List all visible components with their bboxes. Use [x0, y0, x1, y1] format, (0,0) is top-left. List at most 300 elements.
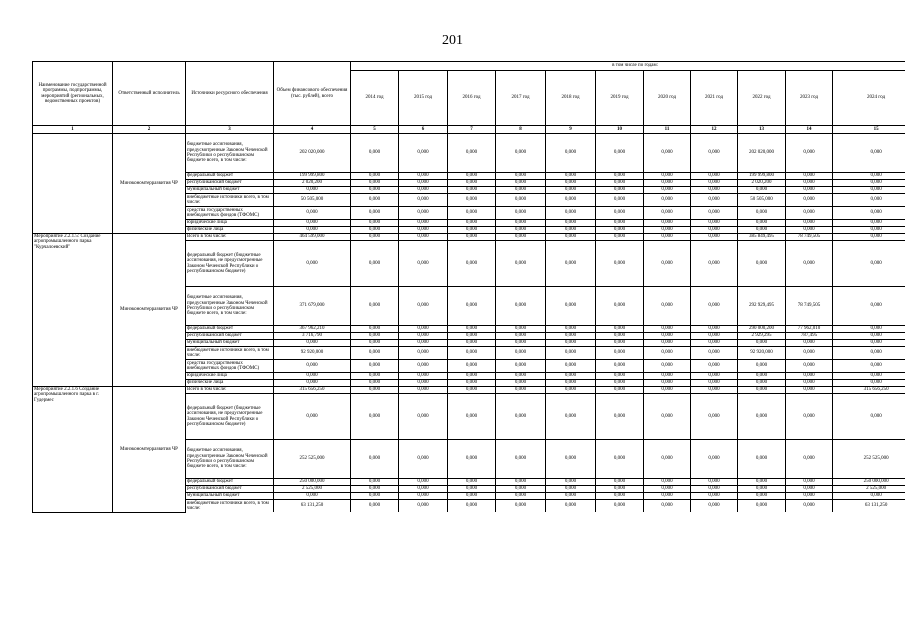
- year-value-cell: 0,000: [351, 347, 399, 360]
- total-cell: 0,000: [274, 373, 351, 380]
- year-value-cell: 0,000: [399, 207, 448, 220]
- column-number: 13: [738, 126, 786, 134]
- year-value-cell: 0,000: [399, 440, 448, 479]
- year-value-cell: 0,000: [596, 220, 644, 227]
- header-year: 2020 год: [644, 71, 691, 126]
- year-value-cell: 0,000: [786, 347, 833, 360]
- year-value-cell: 0,000: [738, 340, 786, 347]
- year-value-cell: 0,000: [448, 173, 496, 180]
- year-value-cell: 0,000: [786, 227, 833, 234]
- year-value-cell: 0,000: [644, 287, 691, 326]
- year-value-cell: 0,000: [546, 187, 596, 194]
- column-number: 3: [186, 126, 274, 134]
- year-value-cell: 0,000: [691, 234, 738, 241]
- source-cell: внебюджетные источники всего, в том числе:: [186, 347, 274, 360]
- year-value-cell: 0,000: [596, 380, 644, 387]
- year-value-cell: 0,000: [596, 500, 644, 513]
- year-value-cell: 0,000: [786, 340, 833, 347]
- year-value-cell: 0,000: [399, 340, 448, 347]
- column-number: 15: [833, 126, 905, 134]
- year-value-cell: 0,000: [786, 194, 833, 207]
- year-value-cell: 0,000: [496, 333, 546, 340]
- year-value-cell: 0,000: [596, 134, 644, 173]
- year-value-cell: 0,000: [738, 227, 786, 234]
- year-value-cell: 0,000: [448, 380, 496, 387]
- year-value-cell: 0,000: [496, 479, 546, 486]
- year-value-cell: 0,000: [496, 227, 546, 234]
- year-value-cell: 0,000: [644, 347, 691, 360]
- year-value-cell: 0,000: [596, 326, 644, 333]
- budget-table: [32, 61, 905, 513]
- year-value-cell: 0,000: [786, 440, 833, 479]
- year-value-cell: 0,000: [738, 493, 786, 500]
- year-value-cell: 0,000: [691, 187, 738, 194]
- header-year: 2023 год: [786, 71, 833, 126]
- year-value-cell: 0,000: [691, 241, 738, 287]
- year-value-cell: 0,000: [351, 220, 399, 227]
- total-cell: 0,000: [274, 227, 351, 234]
- year-value-cell: 0,000: [691, 360, 738, 373]
- year-value-cell: 0,000: [833, 187, 905, 194]
- header-year: 2022 год: [738, 71, 786, 126]
- year-value-cell: 315 656,250: [833, 387, 905, 394]
- total-cell: 371 679,000: [274, 287, 351, 326]
- year-value-cell: 0,000: [448, 207, 496, 220]
- year-value-cell: 0,000: [691, 347, 738, 360]
- year-value-cell: 0,000: [546, 440, 596, 479]
- year-value-cell: 0,000: [546, 387, 596, 394]
- year-value-cell: 0,000: [399, 486, 448, 493]
- year-value-cell: 0,000: [738, 500, 786, 513]
- total-cell: 367 962,210: [274, 326, 351, 333]
- year-value-cell: 0,000: [833, 347, 905, 360]
- source-cell: юридические лица: [186, 373, 274, 380]
- source-cell: бюджетные ассигнования, предусмотренные Законом Чеченской Республики о республиканском бюджете всего, в том числе:: [186, 134, 274, 173]
- year-value-cell: 0,000: [496, 360, 546, 373]
- year-value-cell: 0,000: [738, 187, 786, 194]
- source-cell: федеральный бюджет: [186, 479, 274, 486]
- source-cell: юридические лица: [186, 220, 274, 227]
- year-value-cell: 0,000: [448, 194, 496, 207]
- year-value-cell: 0,000: [351, 380, 399, 387]
- year-value-cell: 0,000: [691, 440, 738, 479]
- source-cell: федеральный бюджет: [186, 173, 274, 180]
- total-cell: 0,000: [274, 187, 351, 194]
- year-value-cell: 0,000: [596, 333, 644, 340]
- year-value-cell: 290 000,200: [738, 326, 786, 333]
- header-source: Источники ресурсного обеспечения: [186, 62, 274, 126]
- year-value-cell: 78 749,505: [786, 234, 833, 241]
- year-value-cell: 77 962,010: [786, 326, 833, 333]
- year-value-cell: 292 929,495: [738, 287, 786, 326]
- year-value-cell: 0,000: [596, 486, 644, 493]
- header-year: 2018 год: [546, 71, 596, 126]
- year-value-cell: 0,000: [351, 373, 399, 380]
- year-value-cell: 0,000: [644, 493, 691, 500]
- header-year: 2019 год: [596, 71, 644, 126]
- source-cell: муниципальный бюджет: [186, 493, 274, 500]
- year-value-cell: 0,000: [644, 486, 691, 493]
- executor-cell: Минэкономтерразвития ЧР: [113, 134, 186, 234]
- total-cell: 199 999,800: [274, 173, 351, 180]
- year-value-cell: 0,000: [399, 287, 448, 326]
- year-value-cell: 0,000: [644, 173, 691, 180]
- year-value-cell: 0,000: [786, 173, 833, 180]
- year-value-cell: 2 525,000: [833, 486, 905, 493]
- header-year: 2017 год: [496, 71, 546, 126]
- column-number: 7: [448, 126, 496, 134]
- total-cell: 464 599,000: [274, 234, 351, 241]
- year-value-cell: 0,000: [644, 227, 691, 234]
- year-value-cell: 0,000: [738, 373, 786, 380]
- year-value-cell: 0,000: [833, 360, 905, 373]
- year-value-cell: 0,000: [546, 234, 596, 241]
- year-value-cell: 0,000: [351, 134, 399, 173]
- year-value-cell: 0,000: [691, 180, 738, 187]
- year-value-cell: 0,000: [399, 326, 448, 333]
- year-value-cell: 0,000: [448, 326, 496, 333]
- year-value-cell: 0,000: [691, 500, 738, 513]
- year-value-cell: 0,000: [596, 187, 644, 194]
- year-value-cell: 0,000: [546, 287, 596, 326]
- year-value-cell: 0,000: [399, 387, 448, 394]
- year-value-cell: 0,000: [351, 387, 399, 394]
- year-value-cell: 0,000: [691, 340, 738, 347]
- year-value-cell: 0,000: [448, 227, 496, 234]
- year-value-cell: 0,000: [351, 241, 399, 287]
- year-value-cell: 0,000: [691, 479, 738, 486]
- source-cell: федеральный бюджет (бюджетные ассигнования, не предусмотренные Законом Чеченской Республики о республиканском бюджете): [186, 394, 274, 440]
- year-value-cell: 0,000: [546, 360, 596, 373]
- year-value-cell: 0,000: [496, 326, 546, 333]
- year-value-cell: 0,000: [738, 360, 786, 373]
- table-row: [33, 234, 905, 241]
- table-row: [33, 387, 905, 394]
- year-value-cell: 0,000: [596, 173, 644, 180]
- year-value-cell: 50 505,000: [738, 194, 786, 207]
- source-cell: муниципальный бюджет: [186, 187, 274, 194]
- total-cell: 0,000: [274, 241, 351, 287]
- year-value-cell: 0,000: [786, 241, 833, 287]
- source-cell: республиканский бюджет: [186, 333, 274, 340]
- year-value-cell: 0,000: [833, 234, 905, 241]
- year-value-cell: 0,000: [546, 134, 596, 173]
- year-value-cell: 0,000: [644, 387, 691, 394]
- year-value-cell: 385 849,495: [738, 234, 786, 241]
- year-value-cell: 0,000: [786, 180, 833, 187]
- total-cell: 0,000: [274, 340, 351, 347]
- year-value-cell: 0,000: [596, 493, 644, 500]
- year-value-cell: 0,000: [399, 194, 448, 207]
- total-cell: 92 920,000: [274, 347, 351, 360]
- year-value-cell: 0,000: [496, 500, 546, 513]
- year-value-cell: 0,000: [596, 180, 644, 187]
- total-cell: 0,000: [274, 207, 351, 220]
- column-number: 9: [546, 126, 596, 134]
- header-year: 2021 год: [691, 71, 738, 126]
- year-value-cell: 0,000: [596, 340, 644, 347]
- year-value-cell: 0,000: [786, 134, 833, 173]
- year-value-cell: 0,000: [738, 387, 786, 394]
- year-value-cell: 0,000: [644, 479, 691, 486]
- source-cell: средства государственных внебюджетных фондов (ТФОМС): [186, 360, 274, 373]
- year-value-cell: 0,000: [399, 187, 448, 194]
- column-number: 2: [113, 126, 186, 134]
- year-value-cell: 0,000: [644, 340, 691, 347]
- year-value-cell: 0,000: [546, 394, 596, 440]
- year-value-cell: 0,000: [351, 440, 399, 479]
- year-value-cell: 0,000: [833, 333, 905, 340]
- year-value-cell: 0,000: [644, 373, 691, 380]
- source-cell: бюджетные ассигнования, предусмотренные Законом Чеченской Республики о республиканском бюджете всего, в том числе:: [186, 287, 274, 326]
- year-value-cell: 0,000: [596, 440, 644, 479]
- year-value-cell: 0,000: [496, 241, 546, 287]
- total-cell: 50 505,000: [274, 194, 351, 207]
- year-value-cell: 0,000: [833, 287, 905, 326]
- year-value-cell: 0,000: [691, 380, 738, 387]
- year-value-cell: 0,000: [833, 173, 905, 180]
- year-value-cell: 0,000: [351, 340, 399, 347]
- year-value-cell: 0,000: [448, 234, 496, 241]
- year-value-cell: 0,000: [644, 187, 691, 194]
- year-value-cell: 0,000: [644, 440, 691, 479]
- year-value-cell: 0,000: [833, 373, 905, 380]
- year-value-cell: 0,000: [644, 220, 691, 227]
- year-value-cell: 0,000: [644, 241, 691, 287]
- year-value-cell: 0,000: [786, 207, 833, 220]
- year-value-cell: 0,000: [596, 227, 644, 234]
- year-value-cell: 0,000: [691, 373, 738, 380]
- year-value-cell: 0,000: [399, 220, 448, 227]
- executor-cell: Минэкономтерразвития ЧР: [113, 234, 186, 387]
- year-value-cell: 0,000: [786, 187, 833, 194]
- year-value-cell: 0,000: [351, 493, 399, 500]
- year-value-cell: 0,000: [833, 380, 905, 387]
- year-value-cell: 0,000: [448, 134, 496, 173]
- activity-name: Мероприятие 2.2.1.6 Создание агропромышленного парка в г. Гудермес: [33, 387, 113, 513]
- year-value-cell: 0,000: [496, 220, 546, 227]
- year-value-cell: 0,000: [351, 326, 399, 333]
- year-value-cell: 0,000: [691, 207, 738, 220]
- total-cell: 202 020,000: [274, 134, 351, 173]
- year-value-cell: 78 749,505: [786, 287, 833, 326]
- year-value-cell: 0,000: [496, 486, 546, 493]
- year-value-cell: 0,000: [496, 340, 546, 347]
- year-value-cell: 0,000: [546, 380, 596, 387]
- year-value-cell: 0,000: [596, 347, 644, 360]
- year-value-cell: 0,000: [833, 227, 905, 234]
- year-value-cell: 0,000: [448, 493, 496, 500]
- year-value-cell: 0,000: [399, 479, 448, 486]
- executor-cell: Минэкономтерразвития ЧР: [113, 387, 186, 513]
- year-value-cell: 0,000: [399, 347, 448, 360]
- year-value-cell: 0,000: [448, 486, 496, 493]
- year-value-cell: 0,000: [399, 227, 448, 234]
- total-cell: 0,000: [274, 380, 351, 387]
- year-value-cell: 0,000: [786, 500, 833, 513]
- year-value-cell: 0,000: [448, 287, 496, 326]
- year-value-cell: 0,000: [596, 194, 644, 207]
- year-value-cell: 0,000: [691, 326, 738, 333]
- year-value-cell: 0,000: [351, 486, 399, 493]
- header-row-top: [33, 62, 905, 71]
- year-value-cell: 0,000: [644, 500, 691, 513]
- year-value-cell: 250 000,000: [833, 479, 905, 486]
- activity-name: [33, 134, 113, 234]
- year-value-cell: 0,000: [448, 180, 496, 187]
- year-value-cell: 0,000: [691, 227, 738, 234]
- header-executor: Ответственный исполнитель: [113, 62, 186, 126]
- source-cell: внебюджетные источники всего, в том числе:: [186, 500, 274, 513]
- year-value-cell: 0,000: [399, 493, 448, 500]
- year-value-cell: 0,000: [496, 493, 546, 500]
- year-value-cell: 0,000: [546, 194, 596, 207]
- year-value-cell: 0,000: [351, 187, 399, 194]
- year-value-cell: 0,000: [496, 394, 546, 440]
- year-value-cell: 0,000: [738, 440, 786, 479]
- year-value-cell: 252 525,000: [833, 440, 905, 479]
- year-value-cell: 0,000: [546, 500, 596, 513]
- year-value-cell: 0,000: [448, 387, 496, 394]
- year-value-cell: 0,000: [596, 207, 644, 220]
- year-value-cell: 0,000: [738, 207, 786, 220]
- column-number: 11: [644, 126, 691, 134]
- year-value-cell: 0,000: [644, 134, 691, 173]
- source-cell: физические лица: [186, 227, 274, 234]
- year-value-cell: 0,000: [399, 173, 448, 180]
- year-value-cell: 0,000: [546, 373, 596, 380]
- year-value-cell: 0,000: [351, 500, 399, 513]
- header-name: Наименование государственной программы, подпрограммы, мероприятий (региональных, ведомственных проектов): [33, 62, 113, 126]
- year-value-cell: 0,000: [448, 340, 496, 347]
- year-value-cell: 0,000: [833, 340, 905, 347]
- source-cell: внебюджетные источники всего, в том числе:: [186, 194, 274, 207]
- year-value-cell: 0,000: [448, 440, 496, 479]
- source-cell: средства государственных внебюджетных фондов (ТФОМС): [186, 207, 274, 220]
- year-value-cell: 0,000: [399, 333, 448, 340]
- year-value-cell: 0,000: [496, 347, 546, 360]
- year-value-cell: 0,000: [546, 326, 596, 333]
- year-value-cell: 0,000: [546, 220, 596, 227]
- year-value-cell: 0,000: [644, 207, 691, 220]
- year-value-cell: 0,000: [496, 194, 546, 207]
- year-value-cell: 0,000: [351, 333, 399, 340]
- year-value-cell: 0,000: [351, 287, 399, 326]
- year-value-cell: 0,000: [786, 479, 833, 486]
- year-value-cell: 0,000: [786, 486, 833, 493]
- year-value-cell: 0,000: [399, 360, 448, 373]
- year-value-cell: 0,000: [833, 180, 905, 187]
- year-value-cell: 0,000: [691, 387, 738, 394]
- year-value-cell: 0,000: [786, 360, 833, 373]
- year-value-cell: 0,000: [833, 493, 905, 500]
- total-cell: 315 656,250: [274, 387, 351, 394]
- year-value-cell: 0,000: [691, 220, 738, 227]
- year-value-cell: 0,000: [546, 486, 596, 493]
- year-value-cell: 0,000: [546, 347, 596, 360]
- total-cell: 3 716,790: [274, 333, 351, 340]
- year-value-cell: 0,000: [448, 220, 496, 227]
- column-number: 4: [274, 126, 351, 134]
- source-cell: Всего в том числе:: [186, 234, 274, 241]
- year-value-cell: 0,000: [738, 486, 786, 493]
- year-value-cell: 0,000: [786, 493, 833, 500]
- year-value-cell: 0,000: [691, 134, 738, 173]
- total-cell: 250 000,000: [274, 479, 351, 486]
- year-value-cell: 0,000: [833, 241, 905, 287]
- source-cell: физические лица: [186, 380, 274, 387]
- year-value-cell: 0,000: [738, 220, 786, 227]
- year-value-cell: 0,000: [833, 220, 905, 227]
- year-value-cell: 0,000: [644, 380, 691, 387]
- activity-name: Мероприятие 2.2.1.5: Создание агропромышленного парка "Курчалоевский": [33, 234, 113, 387]
- year-value-cell: 0,000: [596, 387, 644, 394]
- year-value-cell: 0,000: [399, 180, 448, 187]
- year-value-cell: 0,000: [448, 479, 496, 486]
- year-value-cell: 0,000: [691, 173, 738, 180]
- column-number: 1: [33, 126, 113, 134]
- year-value-cell: 0,000: [496, 207, 546, 220]
- year-value-cell: 0,000: [546, 333, 596, 340]
- year-value-cell: 0,000: [644, 360, 691, 373]
- year-value-cell: 0,000: [546, 479, 596, 486]
- source-cell: Всего в том числе:: [186, 387, 274, 394]
- year-value-cell: 0,000: [691, 333, 738, 340]
- year-value-cell: 0,000: [644, 234, 691, 241]
- header-year: 2015 год: [399, 71, 448, 126]
- year-value-cell: 199 999,800: [738, 173, 786, 180]
- year-value-cell: 63 131,250: [833, 500, 905, 513]
- year-value-cell: 0,000: [448, 360, 496, 373]
- year-value-cell: 0,000: [596, 241, 644, 287]
- year-value-cell: 0,000: [596, 373, 644, 380]
- year-value-cell: 0,000: [448, 394, 496, 440]
- year-value-cell: 0,000: [496, 373, 546, 380]
- year-value-cell: 0,000: [644, 394, 691, 440]
- year-value-cell: 0,000: [448, 187, 496, 194]
- year-value-cell: 0,000: [496, 380, 546, 387]
- year-value-cell: 0,000: [496, 440, 546, 479]
- source-cell: федеральный бюджет (бюджетные ассигнования, не предусмотренные Законом Чеченской Республики о республиканском бюджете): [186, 241, 274, 287]
- year-value-cell: 0,000: [496, 287, 546, 326]
- column-number: 8: [496, 126, 546, 134]
- year-value-cell: 0,000: [833, 207, 905, 220]
- header-year: 2024 год: [833, 71, 905, 126]
- year-value-cell: 0,000: [786, 380, 833, 387]
- year-value-cell: 2 929,295: [738, 333, 786, 340]
- year-value-cell: 0,000: [738, 479, 786, 486]
- year-value-cell: 0,000: [546, 173, 596, 180]
- year-value-cell: 0,000: [351, 394, 399, 440]
- year-value-cell: 0,000: [546, 180, 596, 187]
- year-value-cell: 0,000: [351, 360, 399, 373]
- column-number: 14: [786, 126, 833, 134]
- total-cell: 0,000: [274, 493, 351, 500]
- year-value-cell: 0,000: [691, 486, 738, 493]
- header-volume: Объем финансового обеспечения (тыс. рублей), всего: [274, 62, 351, 126]
- column-number: 10: [596, 126, 644, 134]
- year-value-cell: 0,000: [546, 340, 596, 347]
- total-cell: 63 131,250: [274, 500, 351, 513]
- year-value-cell: 0,000: [399, 394, 448, 440]
- year-value-cell: 787,495: [786, 333, 833, 340]
- header-year: 2016 год: [448, 71, 496, 126]
- year-value-cell: 0,000: [596, 234, 644, 241]
- year-value-cell: 0,000: [448, 373, 496, 380]
- year-value-cell: 0,000: [351, 234, 399, 241]
- year-value-cell: 0,000: [786, 373, 833, 380]
- source-cell: республиканский бюджет: [186, 180, 274, 187]
